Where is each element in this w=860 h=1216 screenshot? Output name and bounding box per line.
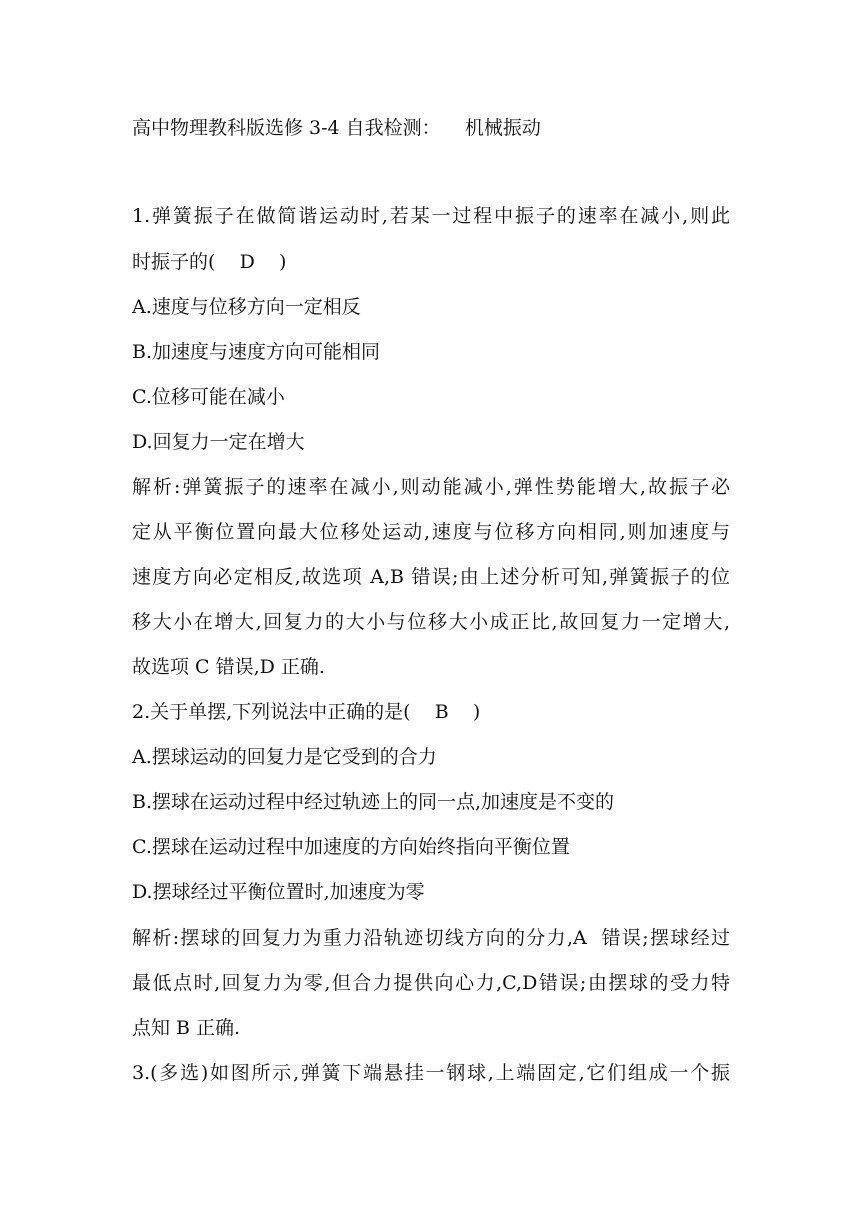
question-1-analysis-line-5: 故选项 C 错误,D 正确. bbox=[132, 656, 325, 678]
question-3-stem-line-1: 3.(多选)如图所示,弹簧下端悬挂一钢球,上端固定,它们组成一个振 bbox=[132, 1062, 730, 1084]
question-1-option-d: D.回复力一定在增大 bbox=[132, 431, 305, 453]
question-1-option-a: A.速度与位移方向一定相反 bbox=[132, 296, 361, 318]
question-1-option-c: C.位移可能在减小 bbox=[132, 386, 285, 408]
question-1-analysis-line-3: 速度方向必定相反,故选项 A,B 错误;由上述分析可知,弹簧振子的位 bbox=[132, 566, 730, 588]
question-2-analysis-line-1: 解析:摆球的回复力为重力沿轨迹切线方向的分力,A 错误;摆球经过 bbox=[132, 927, 730, 949]
question-1-stem-line-2: 时振子的( D ) bbox=[132, 251, 287, 273]
question-2-option-d: D.摆球经过平衡位置时,加速度为零 bbox=[132, 881, 425, 903]
question-2-option-c: C.摆球在运动过程中加速度的方向始终指向平衡位置 bbox=[132, 836, 570, 858]
question-2-stem-line-1: 2.关于单摆,下列说法中正确的是( B ) bbox=[132, 701, 481, 723]
question-1-analysis-line-2: 定从平衡位置向最大位移处运动,速度与位移方向相同,则加速度与 bbox=[132, 521, 730, 543]
document-title: 高中物理教科版选修 3-4 自我检测： 机械振动 bbox=[132, 117, 541, 139]
question-1-stem-line-1: 1.弹簧振子在做简谐运动时,若某一过程中振子的速率在减小,则此 bbox=[132, 205, 730, 227]
question-2-option-a: A.摆球运动的回复力是它受到的合力 bbox=[132, 746, 437, 768]
question-2-option-b: B.摆球在运动过程中经过轨迹上的同一点,加速度是不变的 bbox=[132, 791, 615, 813]
question-2-analysis-line-3: 点知 B 正确. bbox=[132, 1017, 241, 1039]
question-1-analysis-line-4: 移大小在增大,回复力的大小与位移大小成正比,故回复力一定增大, bbox=[132, 611, 730, 633]
question-1-option-b: B.加速度与速度方向可能相同 bbox=[132, 341, 381, 363]
question-2-analysis-line-2: 最低点时,回复力为零,但合力提供向心力,C,D错误;由摆球的受力特 bbox=[132, 972, 730, 994]
question-1-analysis-line-1: 解析:弹簧振子的速率在减小,则动能减小,弹性势能增大,故振子必 bbox=[132, 476, 730, 498]
